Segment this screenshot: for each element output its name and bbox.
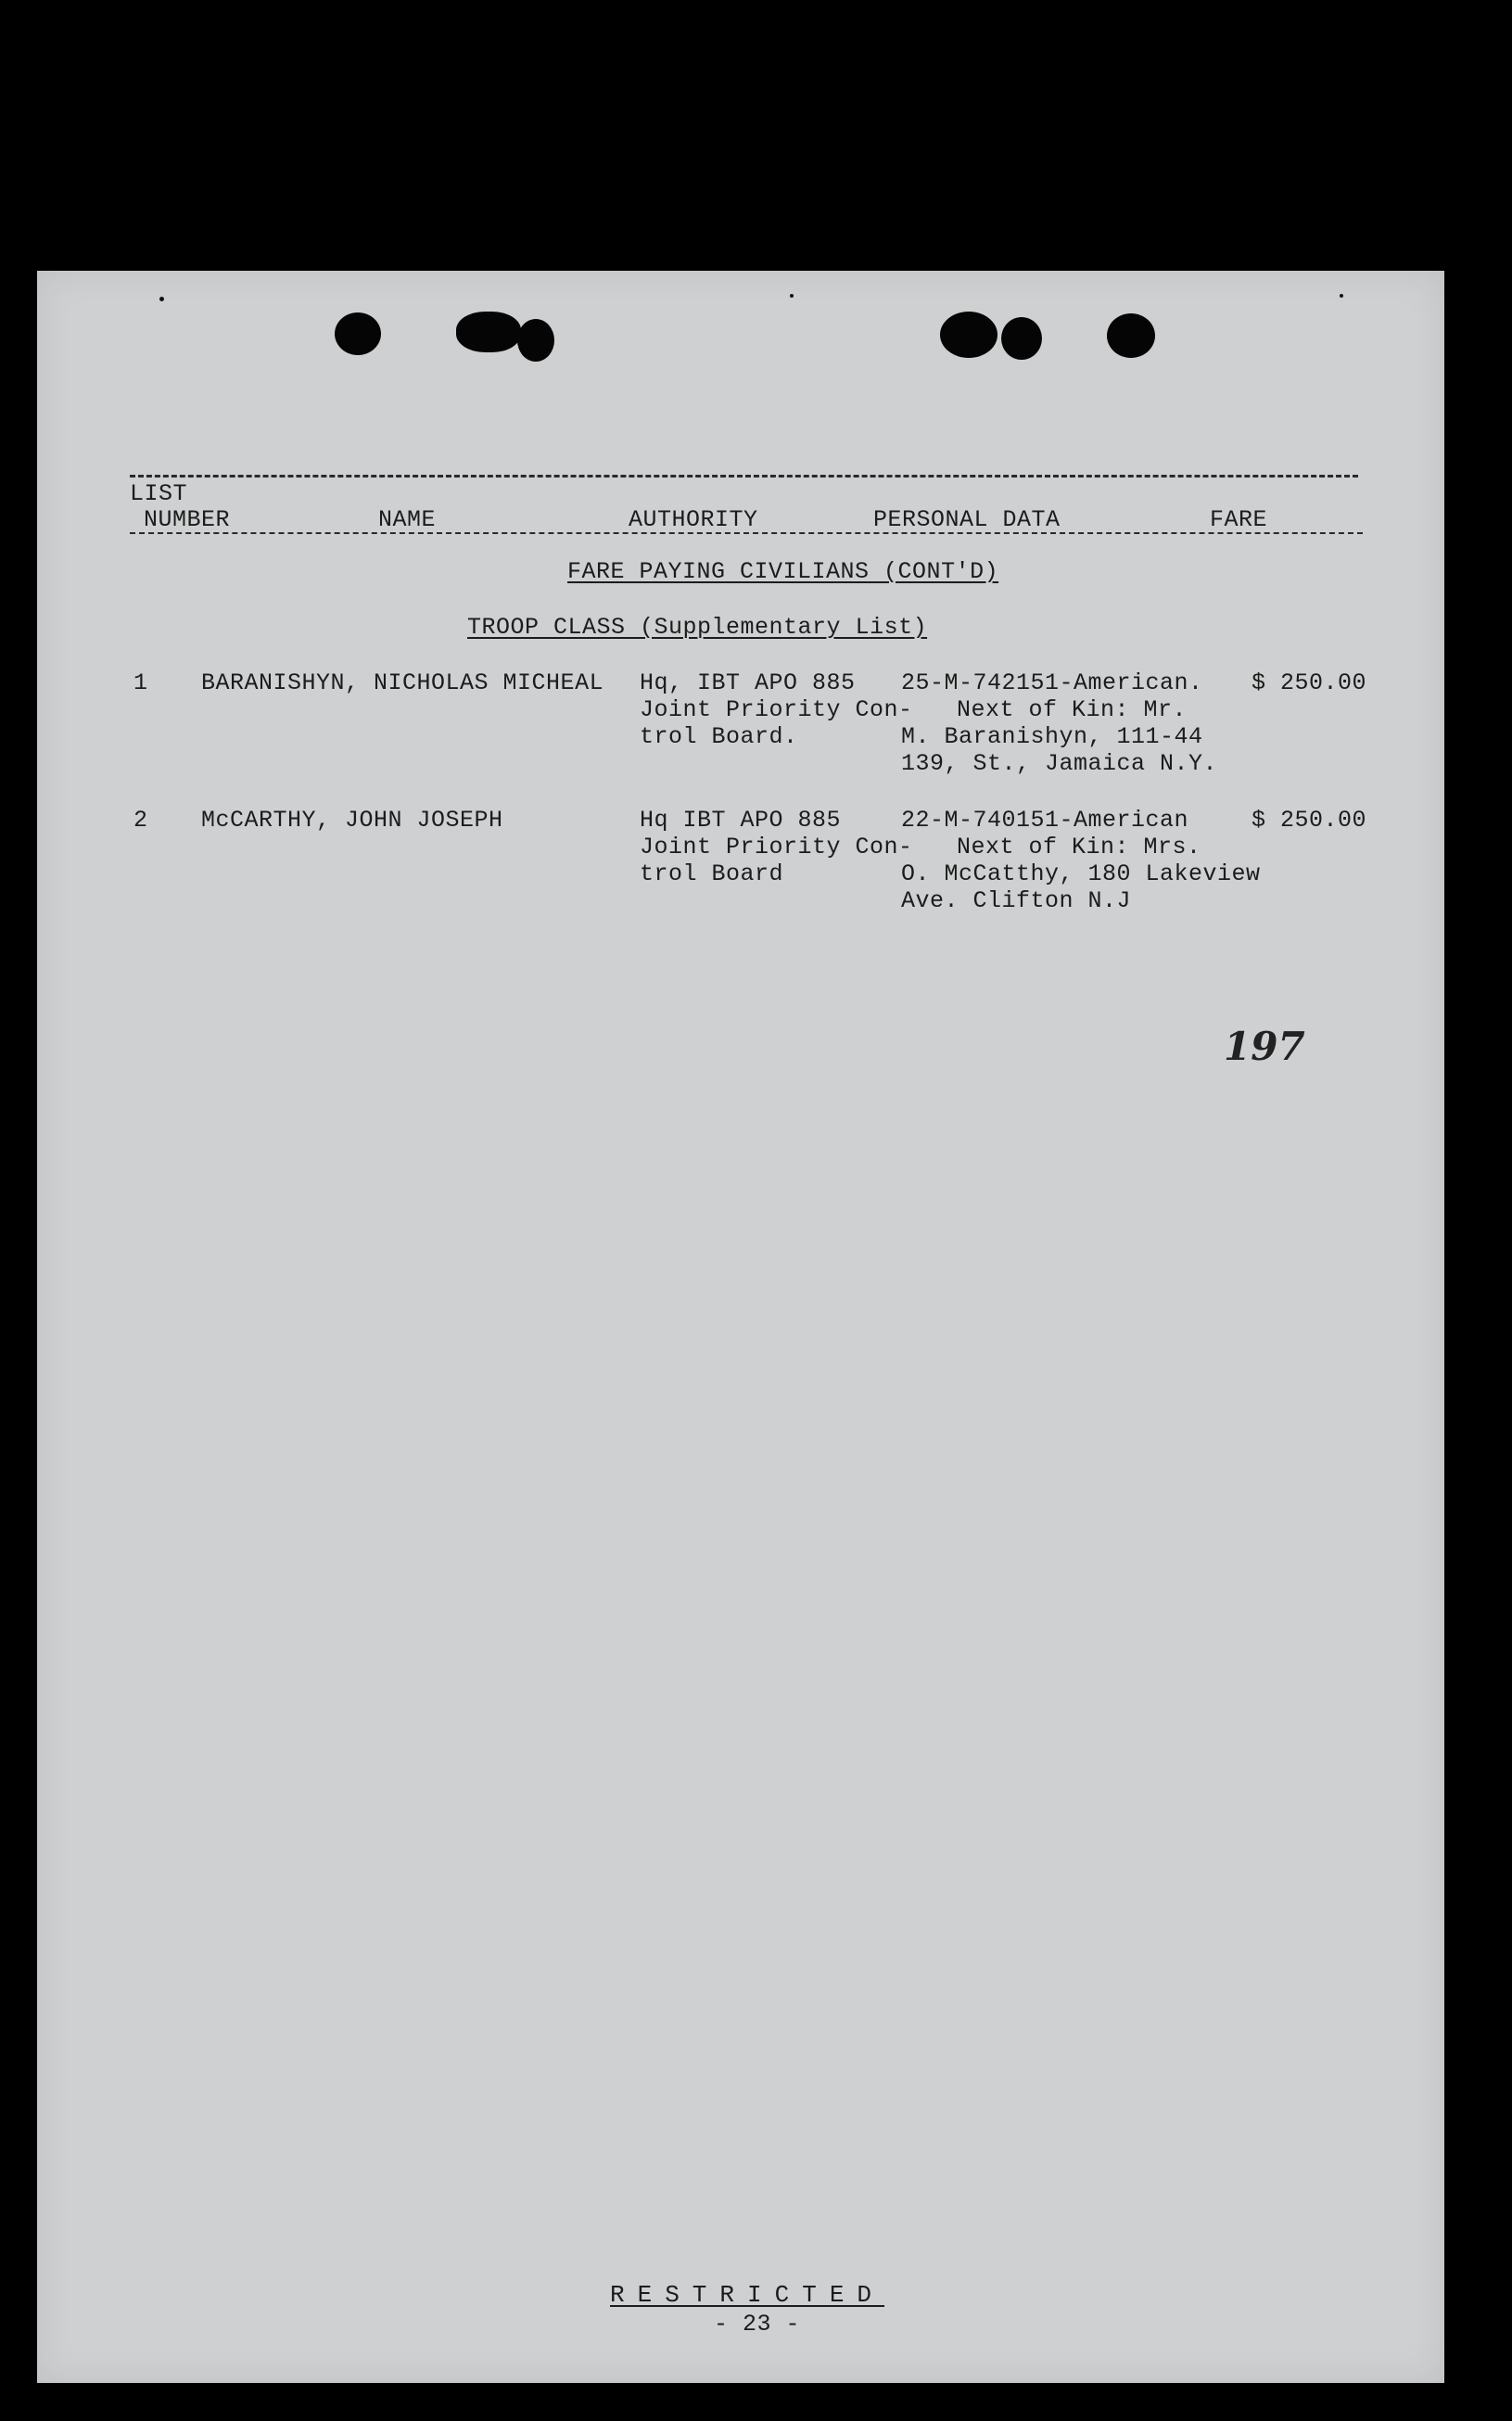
entry-authority-line: Hq IBT APO 885 xyxy=(640,807,842,834)
col-header-name: NAME xyxy=(378,506,437,533)
section-title: FARE PAYING CIVILIANS (CONT'D) xyxy=(567,558,999,585)
col-header-personal-data: PERSONAL DATA xyxy=(873,506,1061,533)
entry-authority-line: trol Board xyxy=(640,860,784,887)
classification-marking: RESTRICTED xyxy=(610,2281,885,2309)
entry-personal-data-line: M. Baranishyn, 111-44 xyxy=(901,723,1203,750)
entry-personal-data-line: Next of Kin: Mrs. xyxy=(957,834,1201,860)
header-top-rule xyxy=(130,475,1358,478)
entry-personal-data-line: 25-M-742151-American. xyxy=(901,669,1203,696)
punch-hole xyxy=(517,319,554,362)
entry-authority-line: trol Board. xyxy=(640,723,798,750)
punch-hole xyxy=(1001,317,1042,360)
col-header-authority: AUTHORITY xyxy=(629,506,758,533)
entry-number: 2 xyxy=(133,807,148,834)
col-header-list-number-line1: LIST xyxy=(130,480,188,507)
speck xyxy=(159,297,164,301)
entry-authority-line: Joint Priority Con- xyxy=(640,696,913,723)
speck xyxy=(1340,294,1343,298)
entry-personal-data-line: 22-M-740151-American xyxy=(901,807,1189,834)
entry-name: McCARTHY, JOHN JOSEPH xyxy=(201,807,503,834)
punch-hole xyxy=(1107,313,1155,358)
entry-fare: $ 250.00 xyxy=(1252,807,1367,834)
document-page xyxy=(37,271,1444,2383)
entry-name: BARANISHYN, NICHOLAS MICHEAL xyxy=(201,669,604,696)
speck xyxy=(790,294,794,298)
entry-fare: $ 250.00 xyxy=(1252,669,1367,696)
section-subtitle: TROOP CLASS (Supplementary List) xyxy=(467,614,928,641)
entry-authority-line: Hq, IBT APO 885 xyxy=(640,669,856,696)
punch-hole xyxy=(335,312,381,355)
footer-page-number: - 23 - xyxy=(714,2311,801,2338)
entry-personal-data-line: Ave. Clifton N.J xyxy=(901,887,1132,914)
col-header-fare: FARE xyxy=(1210,506,1268,533)
col-header-list-number-line2: NUMBER xyxy=(144,506,231,533)
entry-number: 1 xyxy=(133,669,148,696)
entry-authority-line: Joint Priority Con- xyxy=(640,834,913,860)
punch-hole xyxy=(456,312,521,352)
entry-personal-data-line: 139, St., Jamaica N.Y. xyxy=(901,750,1218,777)
header-bottom-rule xyxy=(130,532,1363,534)
page-stamp-number: 197 xyxy=(1224,1024,1305,1069)
entry-personal-data-line: Next of Kin: Mr. xyxy=(957,696,1188,723)
entry-personal-data-line: O. McCatthy, 180 Lakeview xyxy=(901,860,1261,887)
punch-hole xyxy=(940,312,997,358)
